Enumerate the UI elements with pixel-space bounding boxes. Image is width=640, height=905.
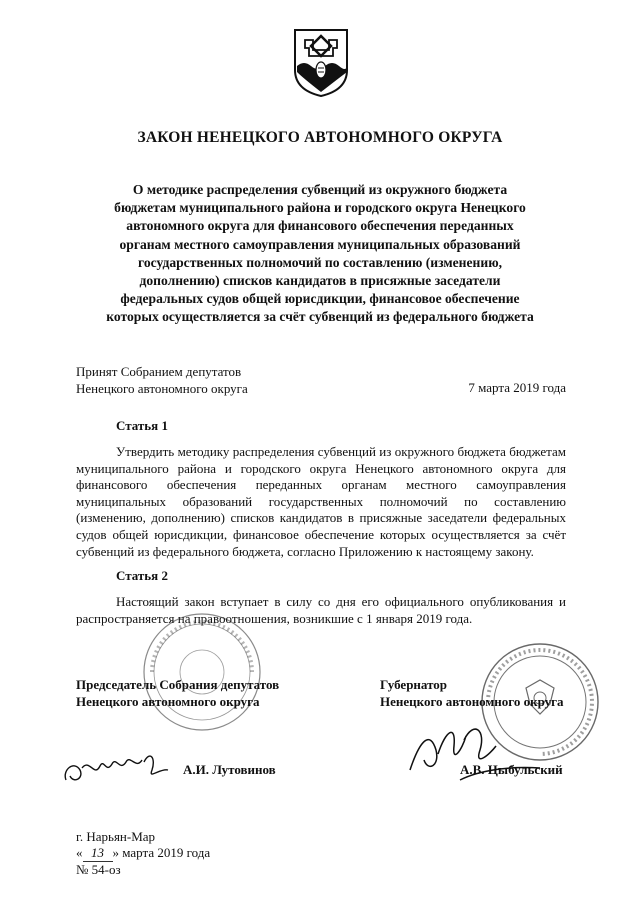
chairman-signature-icon: [60, 740, 180, 788]
signatory-right-title-line-1: Губернатор: [380, 677, 448, 692]
law-subject: [60, 181, 580, 327]
governor-signature-icon: [400, 710, 560, 790]
article-1-text: Утвердить методику распределения субвенций из окружного бюджета бюджетам муниципального района и городского округа Ненецкого автономного округа для финансового обеспечения переданных органам местного самоуправления муниципальных образований государственных полномочий по составлению (изменению, дополнению) списков кандидатов в присяжные заседатели федеральных судов общей юрисдикции, финансовое обеспечение которых осуществляется за счёт субвенций из федерального бюджета, согласно Приложению к настоящему закону.: [76, 444, 566, 559]
subject-line: О методике распределения субвенций из окружного бюджета: [132, 182, 508, 197]
footer-date-open: «: [76, 845, 83, 860]
footer-law-number: № 54-оз: [76, 862, 121, 877]
footer-city: г. Нарьян-Мар: [76, 829, 156, 844]
article-2-text: Настоящий закон вступает в силу со дня его официального опубликования и распространяется на правоотношения, возникшие с 1 января 2019 года.: [76, 594, 566, 626]
signatory-left-title: [76, 676, 279, 710]
adoption-line-2: Ненецкого автономного округа: [76, 381, 248, 396]
signatory-left-title-line-1: Председатель Собрания депутатов: [76, 677, 280, 692]
footer-date-rest: » марта 2019 года: [112, 845, 211, 860]
signatory-right-title: [380, 676, 564, 710]
article-1-heading: Статья 1: [116, 418, 168, 433]
adoption-date: 7 марта 2019 года: [468, 380, 566, 395]
subject-line: автономного округа для финансового обеспечения переданных: [126, 218, 514, 234]
subject-line: органам местного самоуправления муниципальных образований: [119, 236, 521, 252]
footer-date-day: 13: [83, 845, 113, 862]
article-2-heading: Статья 2: [116, 568, 168, 583]
signatory-left-name: А.И. Лутовинов: [183, 762, 276, 777]
subject-line: федеральных судов общей юрисдикции, финансовое обеспечение: [120, 291, 520, 307]
subject-line: которых осуществляется за счёт субвенций из федерального бюджета: [106, 309, 534, 325]
subject-line: дополнению) списков кандидатов в присяжные заседатели: [139, 273, 501, 289]
subject-line: государственных полномочий по составлению (изменению,: [138, 254, 502, 270]
footer-date: [76, 845, 210, 862]
signatory-right-title-line-2: Ненецкого автономного округа: [380, 694, 564, 709]
assembly-seal-icon: [140, 610, 264, 734]
adoption-line-1: Принят Собранием депутатов: [76, 364, 242, 379]
signatory-right-name: А.В. Цыбульский: [460, 762, 563, 777]
document-footer: [76, 829, 210, 878]
law-title: ЗАКОН НЕНЕЦКОГО АВТОНОМНОГО ОКРУГА: [137, 129, 503, 146]
subject-line: бюджетам муниципального района и городского округа Ненецкого: [114, 200, 526, 216]
adoption-block: [76, 363, 248, 397]
signatory-left-title-line-2: Ненецкого автономного округа: [76, 694, 260, 709]
coat-of-arms-icon: [291, 26, 351, 98]
